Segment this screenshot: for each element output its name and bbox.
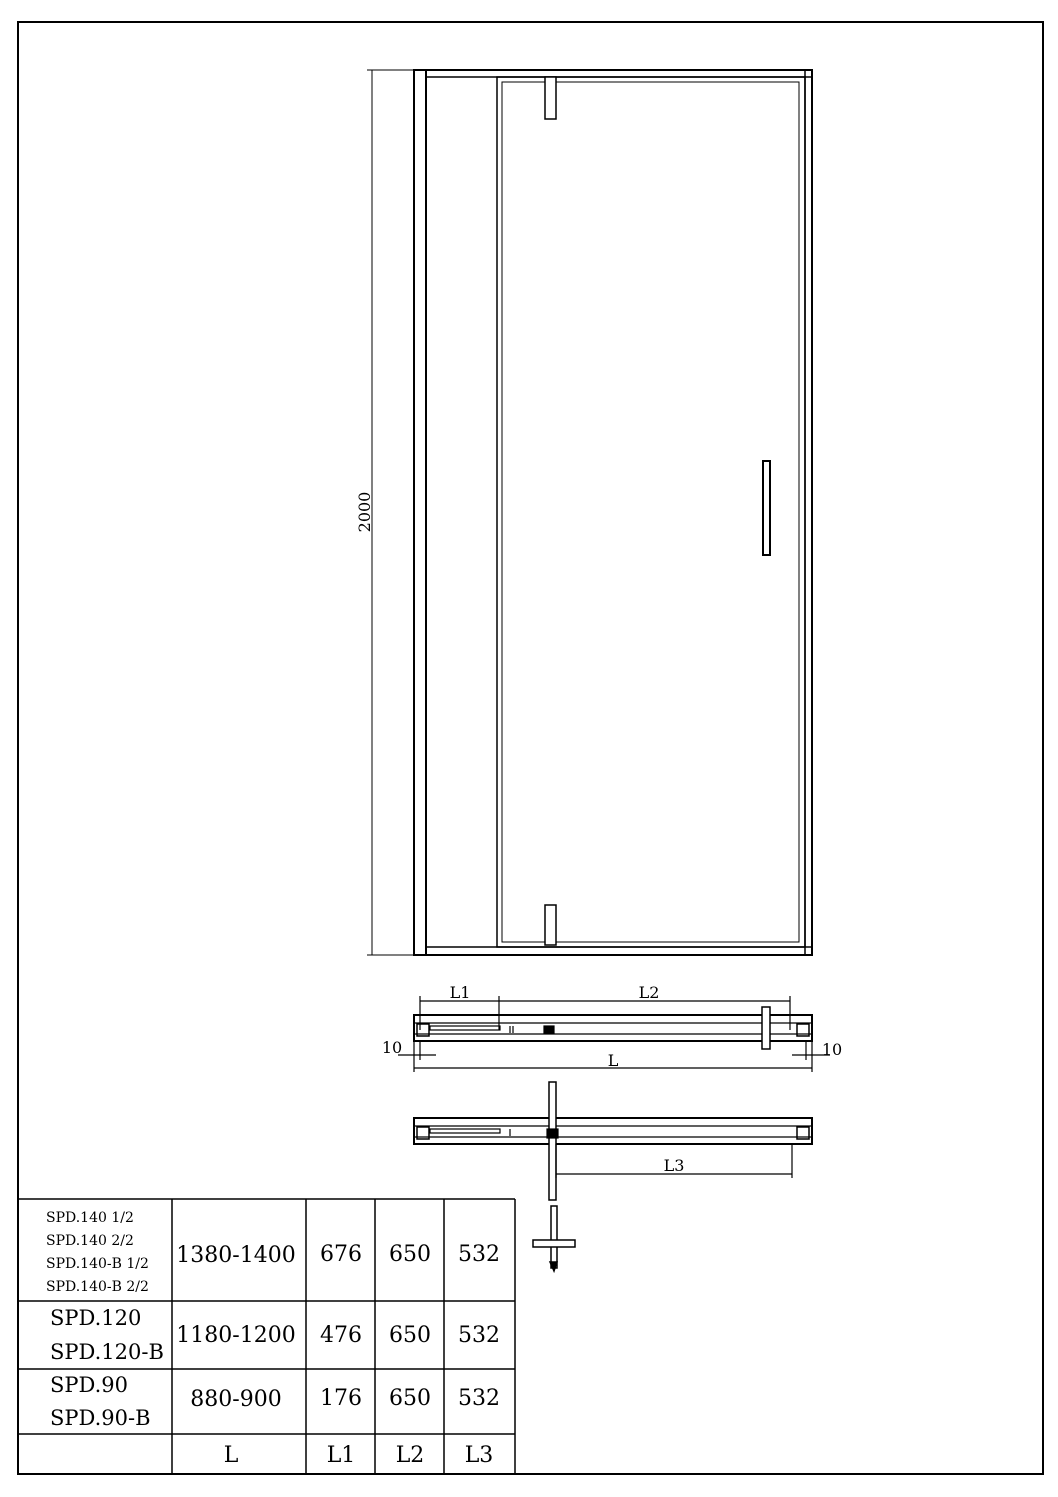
- height-label: 2000: [355, 491, 374, 533]
- closed-handle: [762, 1007, 770, 1049]
- open-profile: [414, 1118, 812, 1144]
- wall-profile: [414, 70, 426, 955]
- l-label: L: [607, 1051, 619, 1070]
- left-gap-label: 10: [381, 1038, 403, 1057]
- cell-l2: 650: [389, 1323, 431, 1348]
- hinge-detail: [533, 1206, 575, 1271]
- door-handle: [763, 461, 770, 555]
- model-name: SPD.90-B: [50, 1406, 151, 1430]
- open-glass-line: [430, 1129, 500, 1133]
- plan-view-open: [414, 1082, 812, 1200]
- table-row: [46, 1210, 500, 1295]
- model-name: SPD.120: [50, 1306, 142, 1330]
- open-door-panel: [549, 1082, 556, 1200]
- table-row: [50, 1373, 500, 1430]
- cell-l2: 650: [389, 1386, 431, 1411]
- l3-label: L3: [663, 1156, 685, 1175]
- hinge-detail-horizontal: [533, 1240, 575, 1247]
- bottom-hinge: [545, 905, 556, 945]
- l1-label: L1: [449, 983, 471, 1002]
- top-hinge: [545, 77, 556, 119]
- door-panel: [497, 77, 805, 947]
- footer-l3: L3: [464, 1443, 494, 1468]
- hinge-detail-vertical: [551, 1206, 557, 1268]
- closed-glass-line: [430, 1026, 500, 1030]
- footer-l1: L1: [326, 1443, 356, 1468]
- model-name: SPD.140 1/2: [46, 1210, 134, 1226]
- cell-l: 880-900: [190, 1387, 282, 1412]
- cell-l3: 532: [458, 1323, 500, 1348]
- cell-l: 1180-1200: [176, 1323, 296, 1348]
- closed-hinge-block: [544, 1026, 554, 1033]
- cell-l1: 476: [320, 1323, 362, 1348]
- table-row: [50, 1306, 500, 1364]
- model-name: SPD.90: [50, 1373, 129, 1397]
- door-panel-inner: [502, 82, 799, 942]
- open-hinge-block: [547, 1129, 558, 1138]
- model-name: SPD.140-B 2/2: [46, 1279, 149, 1295]
- l2-label: L2: [638, 983, 660, 1002]
- outer-frame: [426, 70, 812, 955]
- model-name: SPD.120-B: [50, 1340, 164, 1364]
- cell-l1: 176: [320, 1386, 362, 1411]
- cell-l: 1380-1400: [176, 1243, 296, 1268]
- right-gap-label: 10: [821, 1040, 843, 1059]
- cell-l2: 650: [389, 1242, 431, 1267]
- footer-l: L: [223, 1443, 239, 1468]
- cell-l1: 676: [320, 1242, 362, 1267]
- front-view: [367, 70, 812, 955]
- model-name: SPD.140 2/2: [46, 1233, 134, 1249]
- cell-l3: 532: [458, 1242, 500, 1267]
- footer-l2: L2: [395, 1443, 425, 1468]
- table-footer: [224, 1443, 494, 1468]
- model-name: SPD.140-B 1/2: [46, 1256, 149, 1272]
- closed-profile: [414, 1015, 812, 1041]
- cell-l3: 532: [458, 1386, 500, 1411]
